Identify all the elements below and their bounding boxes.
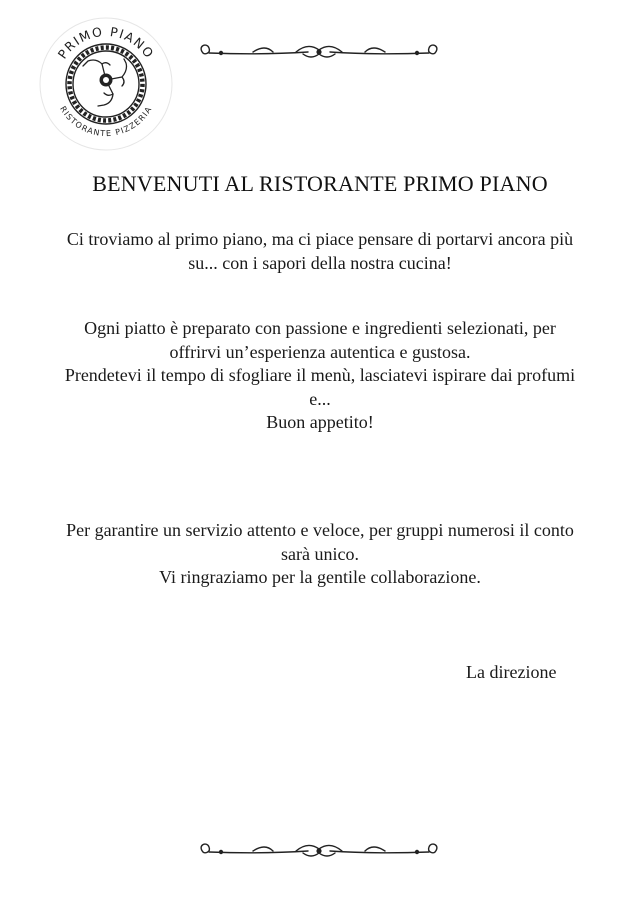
- intro-paragraph: [22, 228, 618, 275]
- welcome-line: offrirvi un’esperienza autentica e gustosa.: [169, 341, 471, 362]
- signature: La direzione: [466, 662, 557, 682]
- notice-line: sarà unico.: [281, 543, 359, 564]
- intro-line: Ci troviamo al primo piano, ma ci piace pensare di portarvi ancora più: [66, 229, 574, 249]
- welcome-title: BENVENUTI AL RISTORANTE PRIMO PIANO: [92, 171, 548, 196]
- restaurant-logo: [36, 14, 176, 154]
- decorative-divider-top: [193, 40, 445, 66]
- welcome-paragraph: [22, 317, 618, 435]
- welcome-line: Ogni piatto è preparato con passione e ingredienti selezionati, per: [84, 318, 556, 338]
- welcome-line: Prendetevi il tempo di sfogliare il menù, lasciatevi ispirare dai profumi: [64, 365, 576, 385]
- logo-name-bottom: RISTORANTE PIZZERIA: [58, 104, 154, 139]
- logo-name-top: PRIMO PIANO: [54, 23, 158, 62]
- welcome-line: e...: [309, 388, 331, 409]
- welcome-line: Buon appetito!: [266, 412, 374, 432]
- notice-line: Vi ringraziamo per la gentile collaborazione.: [159, 567, 481, 587]
- notice-paragraph: [22, 519, 618, 590]
- decorative-divider-bottom: [193, 839, 445, 865]
- notice-line: Per garantire un servizio attento e veloce, per gruppi numerosi il conto: [66, 520, 574, 540]
- intro-line: su... con i sapori della nostra cucina!: [188, 252, 452, 273]
- svg-text:PRIMO PIANO: [55, 24, 158, 62]
